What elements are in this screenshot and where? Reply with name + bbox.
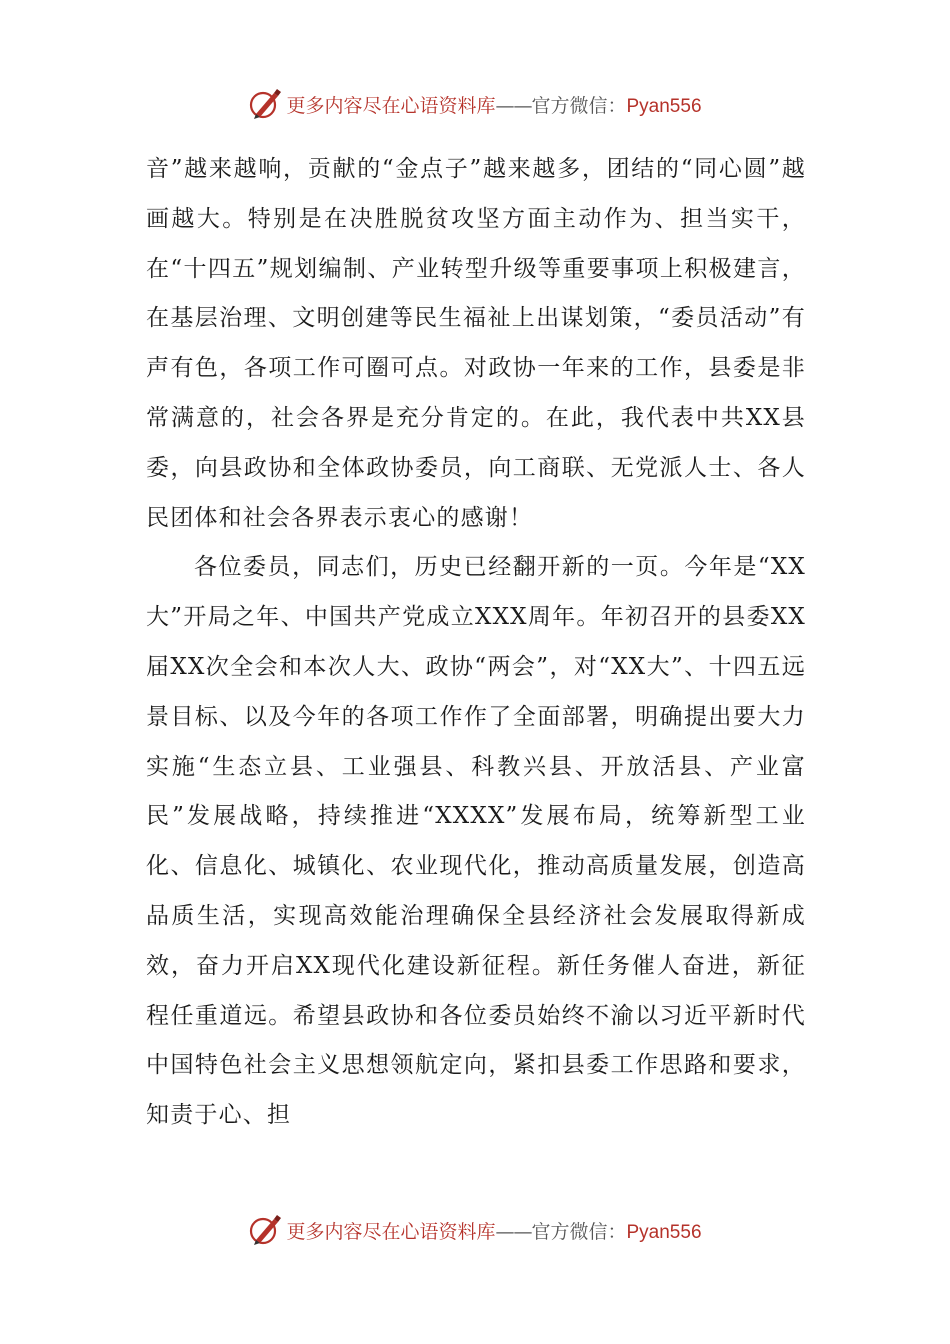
footer-banner (0, 1210, 950, 1250)
banner-official-label: 官方微信： (531, 1220, 627, 1243)
banner-site-text: 更多内容尽在心语资料库 (286, 94, 496, 117)
banner-wechat-id: Pyan556 (626, 1221, 702, 1243)
document-body (146, 145, 806, 1141)
banner-dash: —— (495, 1220, 532, 1243)
body-paragraph-1: 音”越来越响，贡献的“金点子”越来越多，团结的“同心圆”越画越大。特别是在决胜脱贫攻坚方面主动作为、担当实干，在“十四五”规划编制、产业转型升级等重要事项上积极建言，在基层治理、文明创建等民生福祉上出谋划策，“委员活动”有声有色，各项工作可圈可点。对政协一年来的工作，县委是非常满意的，社会各界是充分肯定的。在此，我代表中共XX县委，向县政协和全体政协委员，向工商联、无党派人士、各人民团体和社会各界表示衷心的感谢！ (146, 156, 806, 531)
banner-site-text: 更多内容尽在心语资料库 (286, 1220, 496, 1243)
banner-official-label: 官方微信： (531, 94, 627, 117)
pen-logo-icon (248, 1213, 282, 1247)
banner-text (286, 91, 701, 118)
banner-text (286, 1217, 701, 1244)
banner-wechat-id: Pyan556 (626, 95, 702, 117)
pen-logo-icon (248, 87, 282, 121)
header-banner (0, 84, 950, 124)
body-paragraph-2: 各位委员，同志们，历史已经翻开新的一页。今年是“XX大”开局之年、中国共产党成立XXX周年。年初召开的县委XX届XX次全会和本次人大、政协“两会”，对“XX大”、十四五远景目标、以及今年的各项工作作了全面部署，明确提出要大力实施“生态立县、工业强县、科教兴县、开放活县、产业富民”发展战略，持续推进“XXXX”发展布局，统筹新型工业化、信息化、城镇化、农业现代化，推动高质量发展，创造高品质生活，实现高效能治理确保全县经济社会发展取得新成效，奋力开启XX现代化建设新征程。新任务催人奋进，新征程任重道远。希望县政协和各位委员始终不渝以习近平新时代中国特色社会主义思想领航定向，紧扣县委工作思路和要求，知责于心、担 (146, 554, 806, 1129)
banner-dash: —— (495, 94, 532, 117)
